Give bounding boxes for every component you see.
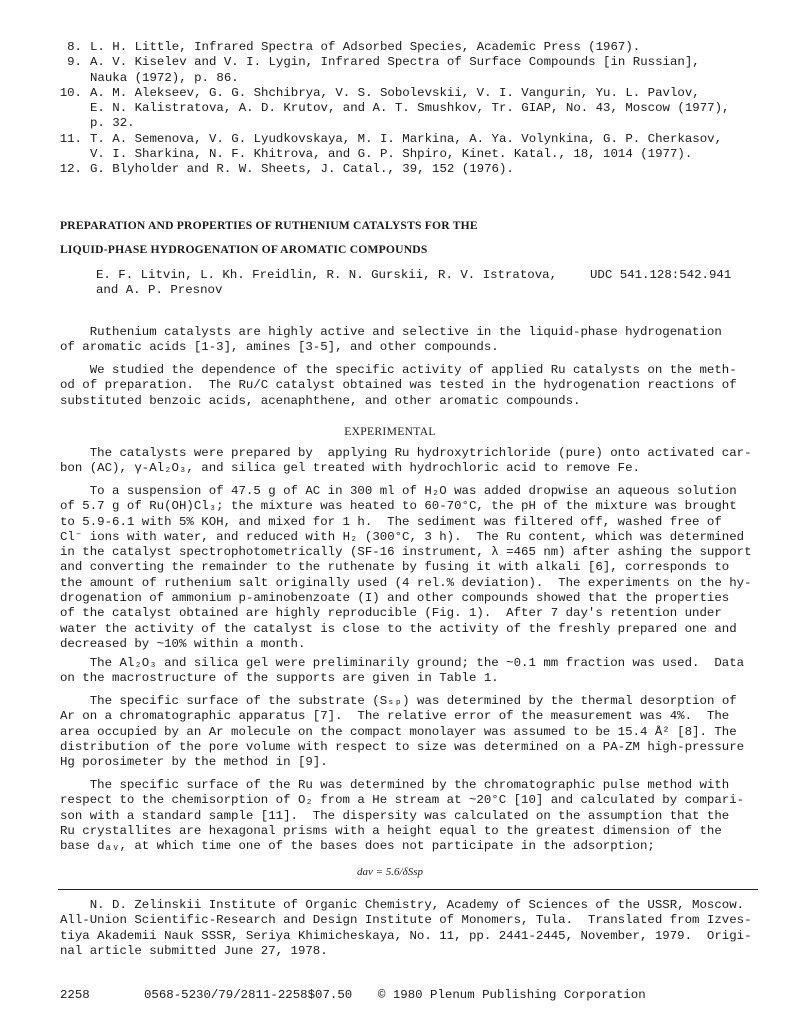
text-line: bon (AC), γ-Al₂O₃, and silica gel treated with hydrochloric acid to remove Fe. [60,461,640,476]
reference-list [30,40,770,178]
reference-number: 10. [59,85,82,100]
text-line: decreased by ~10% within a month. [60,636,306,651]
reference-number: 9. [67,55,82,70]
reference-text [90,40,770,55]
udc-code: UDC 541.128:542.941 [590,268,732,282]
section-heading: EXPERIMENTAL [344,425,436,438]
paragraph-supports [60,656,760,687]
text-line: son with a standard sample [11]. The dispersity was calculated on the assumption that the [60,808,730,823]
footnote [60,898,780,959]
reference-line: p. 32. [90,116,135,131]
reference-number: 11. [59,131,82,146]
reference-item [30,162,770,177]
text-line: tiya Akademii Nauk SSSR, Seriya Khimicheskaya, No. 11, pp. 2441-2445, November, 1979. Origi- [60,928,752,943]
text-line: The specific surface of the substrate (Sₛₚ) was determined by the thermal desorption of [60,694,737,708]
text-line: All-Union Scientific-Research and Design Institute of Monomers, Tula. Translated from Izves- [60,913,752,928]
text-line: To a suspension of 47.5 g of AC in 300 ml of H₂O was added dropwise an aqueous solution [60,484,737,498]
reference-number: 8. [67,40,82,54]
reference-text [90,55,770,86]
reference-line: V. I. Sharkina, N. F. Khitrova, and G. P. Shpiro, Kinet. Katal., 18, 1014 (1977). [90,147,693,162]
text-line: Cl⁻ ions with water, and reduced with H₂ (300°C, 3 h). The Ru content, which was determined [60,529,745,544]
text-line: drogenation of ammonium p-aminobenzoate (I) and other compounds showed that the properties [60,591,730,606]
paragraph-specific-surface [60,694,760,770]
reference-number: 12. [59,162,82,177]
paragraph-procedure [60,484,760,652]
text-line: Hg porosimeter by the method in [9]. [60,755,328,770]
reference-line: A. V. Kiselev and V. I. Lygin, Infrared Spectra of Surface Compounds [in Russian], [90,55,700,70]
paragraph-intro [60,325,760,356]
text-line: od of preparation. The Ru/C catalyst obtained was tested in the hydrogenation reactions of [60,378,737,393]
copyright-notice: © 1980 Plenum Publishing Corporation [378,988,646,1002]
article-code: 0568-5230/79/2811-2258$07.50 [144,988,353,1002]
page-number: 2258 [60,988,90,1002]
text-line: and converting the remainder to the ruthenate by fusing it with alkali [6], corresponds to [60,560,730,575]
formula: dav = 5.6/δSsp [356,866,423,878]
author-line: and A. P. Presnov [96,283,223,298]
text-line: The Al₂O₃ and silica gel were preliminarily ground; the ~0.1 mm fraction was used. Data [60,656,745,670]
title-line: PREPARATION AND PROPERTIES OF RUTHENIUM CATALYSTS FOR THE [60,219,478,232]
paragraph-aim [60,363,760,409]
text-line: to 5.9-6.1 with 5% KOH, and mixed for 1 h. The sediment was filtered off, washed free of [60,514,722,529]
author-line: E. F. Litvin, L. Kh. Freidlin, R. N. Gurskii, R. V. Istratova, [96,268,558,282]
reference-line: Nauka (1972), p. 86. [90,70,239,85]
text-line: Ar on a chromatographic apparatus [7]. The relative error of the measurement was 4%. The [60,709,730,724]
reference-item [30,55,770,86]
author-list [96,268,557,299]
reference-line: T. A. Semenova, V. G. Lyudkovskaya, M. I. Markina, A. Ya. Volynkina, G. P. Cherkasov, [90,131,723,146]
text-line: of aromatic acids [1-3], amines [3-5], and other compounds. [60,340,499,355]
text-line: substituted benzoic acids, acenaphthene, and other aromatic compounds. [60,393,581,408]
paragraph-ru-surface [60,778,760,854]
reference-text [90,86,770,132]
reference-text [90,162,770,177]
text-line: We studied the dependence of the specific activity of applied Ru catalysts on the meth- [60,363,737,377]
paragraph-catalyst-prep [60,446,760,477]
text-line: Ruthenium catalysts are highly active and selective in the liquid-phase hydrogenation [60,325,722,339]
text-line: in the catalyst spectrophotometrically (SF-16 instrument, λ =465 nm) after ashing the support [60,545,752,560]
article-title [60,214,478,262]
text-line: base dₐᵥ, at which time one of the bases does not participate in the adsorption; [60,839,655,854]
text-line: Ru crystallites are hexagonal prisms with a height equal to the greatest dimension of the [60,823,722,838]
title-line: LIQUID-PHASE HYDROGENATION OF AROMATIC COMPOUNDS [60,243,428,256]
text-line: of the catalyst obtained are highly reproducible (Fig. 1). After 7 day's retention under [60,606,722,621]
reference-item [30,132,770,163]
reference-line: L. H. Little, Infrared Spectra of Adsorbed Species, Academic Press (1967). [90,40,641,54]
text-line: on the macrostructure of the supports are given in Table 1. [60,671,499,686]
text-line: nal article submitted June 27, 1978. [60,943,328,958]
footnote-divider [58,889,758,890]
reference-line: A. M. Alekseev, G. G. Shchibrya, V. S. Sobolevskii, V. I. Vangurin, Yu. L. Pavlov, [90,85,700,100]
reference-item [30,86,770,132]
text-line: The specific surface of the Ru was determined by the chromatographic pulse method with [60,778,730,792]
text-line: the amount of ruthenium salt originally used (4 rel.% deviation). The experiments on the hy- [60,575,752,590]
reference-text [90,132,770,163]
text-line: respect to the chemisorption of O₂ from a He stream at ~20°C [10] and calculated by compari- [60,793,745,808]
reference-item [30,40,770,55]
text-line: area occupied by an Ar molecule on the compact monolayer was assumed to be 15.4 Å² [8]. The [60,724,737,739]
text-line: of 5.7 g of Ru(OH)Cl₃; the mixture was heated to 60-70°C, the pH of the mixture was brought [60,499,737,514]
text-line: water the activity of the catalyst is close to the activity of the freshly prepared one and [60,621,737,636]
text-line: The catalysts were prepared by applying Ru hydroxytrichloride (pure) onto activated car- [60,446,752,460]
text-line: N. D. Zelinskii Institute of Organic Chemistry, Academy of Sciences of the USSR, Moscow. [60,898,745,912]
reference-line: E. N. Kalistratova, A. D. Krutov, and A. T. Smushkov, Tr. GIAP, No. 43, Moscow (1977), [90,101,730,116]
text-line: distribution of the pore volume with respect to size was determined on a PA-ZM high-pressure [60,739,745,754]
reference-line: G. Blyholder and R. W. Sheets, J. Catal., 39, 152 (1976). [90,162,514,177]
